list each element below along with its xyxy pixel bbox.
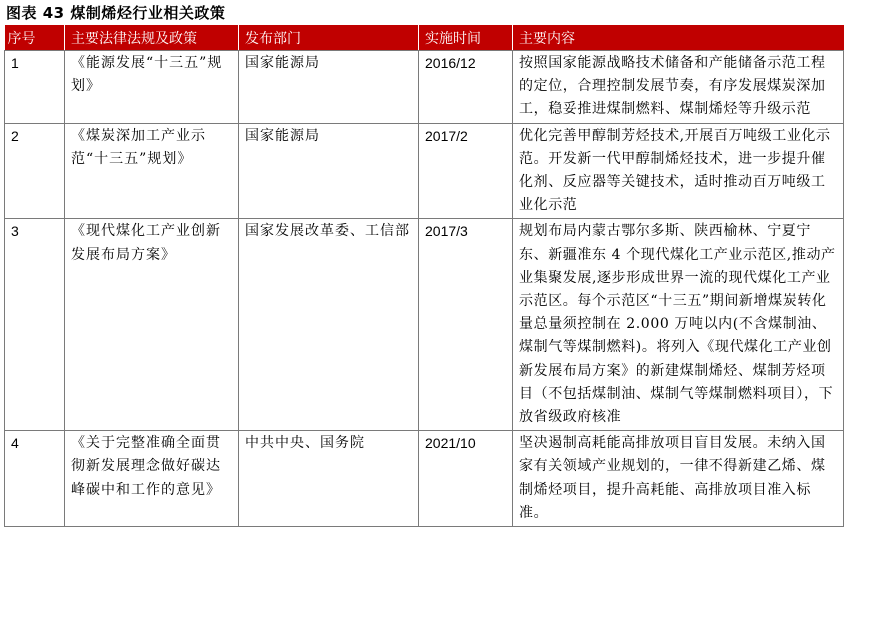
- row-seq: 3: [5, 219, 65, 431]
- row-dept: 国家能源局: [239, 123, 419, 219]
- row-dept: 国家能源局: [239, 51, 419, 124]
- header-dept: 发布部门: [239, 25, 419, 51]
- header-law: 主要法律法规及政策: [65, 25, 239, 51]
- row-law: 《能源发展“十三五”规划》: [65, 51, 239, 124]
- figure-title: 图表 43 煤制烯烃行业相关政策: [6, 4, 226, 22]
- row-content: 优化完善甲醇制芳烃技术,开展百万吨级工业化示范。开发新一代甲醇制烯烃技术，进一步提升催化剂、反应器等关键技术，适时推动百万吨级工业化示范: [513, 123, 844, 219]
- row-date: 2017/3: [419, 219, 513, 431]
- row-dept: 国家发展改革委、工信部: [239, 219, 419, 431]
- table-header-row: [5, 25, 844, 51]
- table-row: [5, 123, 844, 219]
- row-dept: 中共中央、国务院: [239, 431, 419, 527]
- row-content: 规划布局内蒙古鄂尔多斯、陕西榆林、宁夏宁东、新疆准东 4 个现代煤化工产业示范区,推动产业集聚发展,逐步形成世界一流的现代煤化工产业示范区。每个示范区“十三五”期间新增煤炭转化量总量须控制在 2.000 万吨以内(不含煤制油、煤制气等煤制燃料)。将列入《现代煤化工产业创新发展布局方案》的新建煤制烯烃、煤制芳烃项目（不包括煤制油、煤制气等煤制燃料项目），下放省级政府核准: [513, 219, 844, 431]
- row-seq: 4: [5, 431, 65, 527]
- row-law: 《现代煤化工产业创新发展布局方案》: [65, 219, 239, 431]
- row-content: 按照国家能源战略技术储备和产能储备示范工程的定位，合理控制发展节奏，有序发展煤炭深加工，稳妥推进煤制燃料、煤制烯烃等升级示范: [513, 51, 844, 124]
- table-row: [5, 51, 844, 124]
- row-date: 2016/12: [419, 51, 513, 124]
- row-seq: 1: [5, 51, 65, 124]
- table-row: [5, 431, 844, 527]
- row-content: 坚决遏制高耗能高排放项目盲目发展。未纳入国家有关领域产业规划的，一律不得新建乙烯、煤制烯烃项目，提升高耗能、高排放项目准入标准。: [513, 431, 844, 527]
- row-date: 2021/10: [419, 431, 513, 527]
- header-seq: 序号: [5, 25, 65, 51]
- policy-table: [4, 25, 844, 527]
- table-row: [5, 219, 844, 431]
- header-content: 主要内容: [513, 25, 844, 51]
- row-law: 《关于完整准确全面贯彻新发展理念做好碳达峰碳中和工作的意见》: [65, 431, 239, 527]
- row-date: 2017/2: [419, 123, 513, 219]
- row-law: 《煤炭深加工产业示范“十三五”规划》: [65, 123, 239, 219]
- row-seq: 2: [5, 123, 65, 219]
- header-date: 实施时间: [419, 25, 513, 51]
